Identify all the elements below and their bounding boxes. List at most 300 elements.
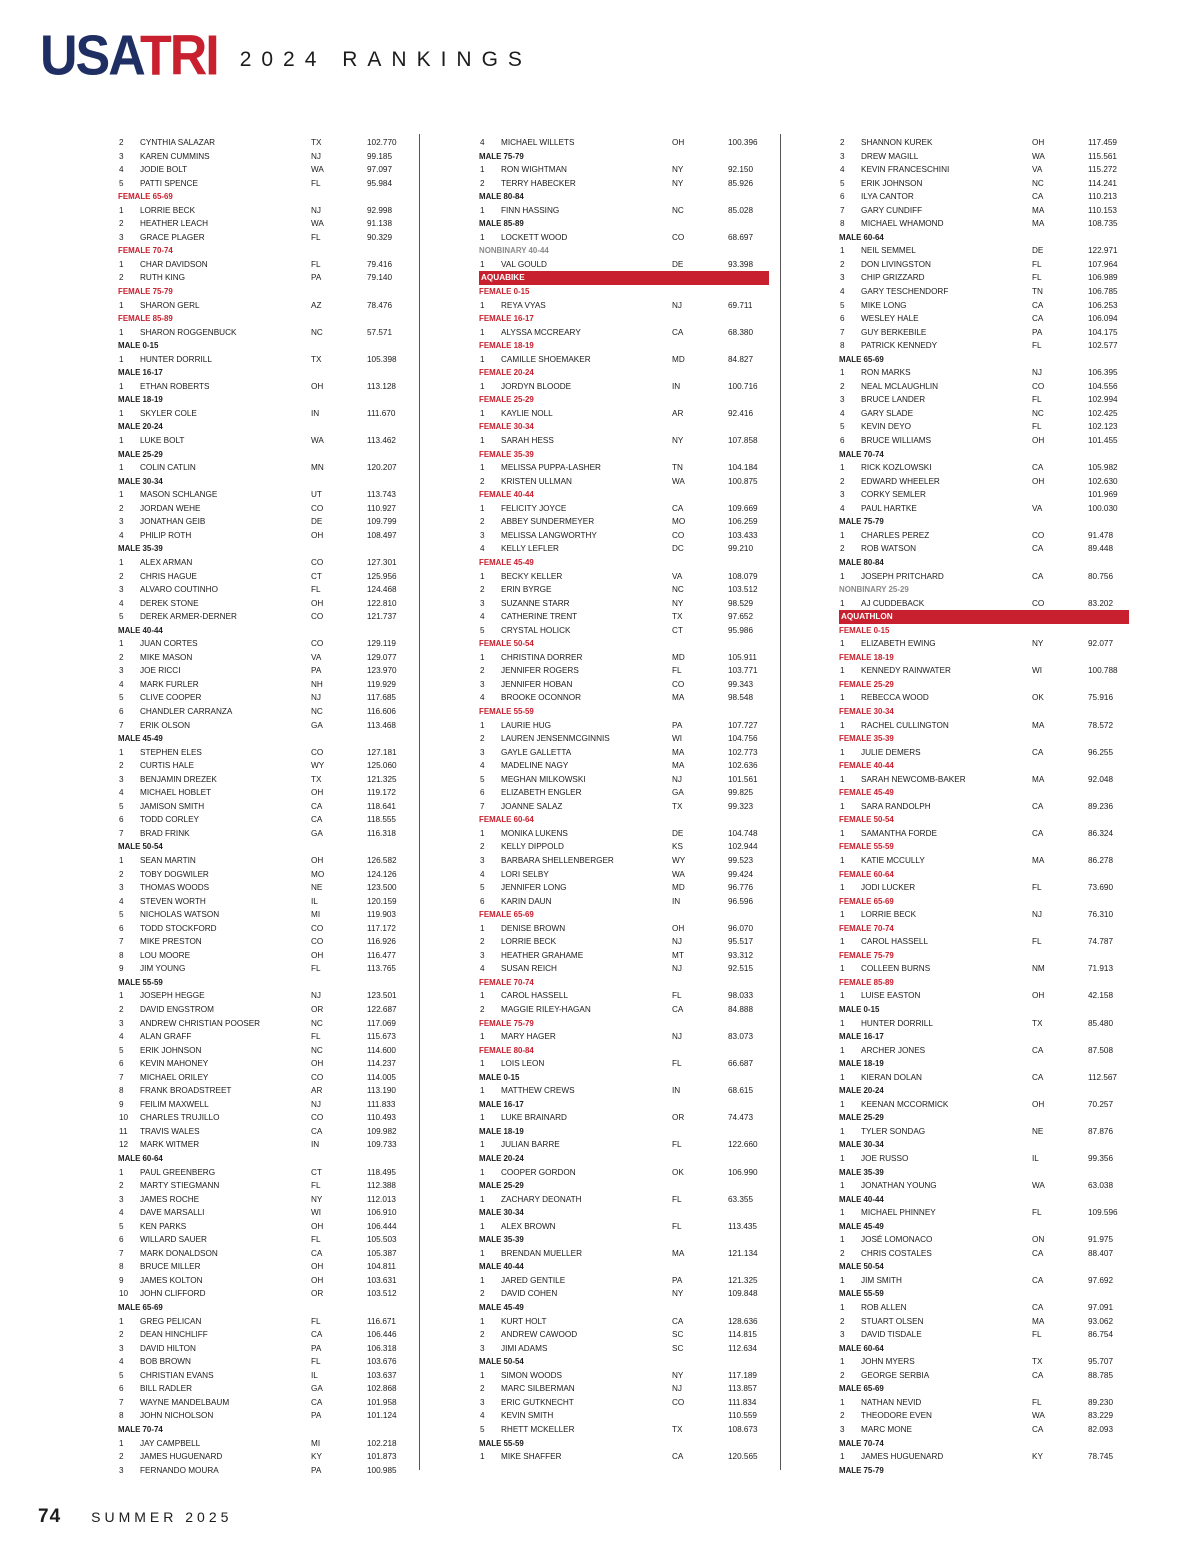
- ranking-row: [479, 827, 769, 841]
- athlete-name: MATTHEW CREWS: [501, 1086, 575, 1096]
- rank: 5: [119, 612, 124, 622]
- rank: 1: [480, 1086, 485, 1096]
- rank: 1: [480, 381, 485, 391]
- rank: 5: [840, 300, 845, 310]
- state: OH: [311, 1059, 324, 1069]
- athlete-name: LAUREN JENSENMCGINNIS: [501, 734, 610, 744]
- state: OR: [311, 1005, 324, 1014]
- score: 103.771: [728, 666, 758, 676]
- state: CO: [1032, 598, 1045, 608]
- ranking-row: [118, 881, 398, 895]
- score: 76.310: [1088, 910, 1114, 920]
- rank: 2: [119, 761, 124, 771]
- rank: 4: [119, 679, 124, 689]
- rank: 1: [119, 436, 124, 446]
- score: 57.571: [367, 327, 393, 337]
- age-group-heading: FEMALE 65-69: [479, 910, 534, 920]
- athlete-name: CHARLES PEREZ: [861, 530, 930, 540]
- rank: 4: [119, 896, 124, 906]
- age-group-heading: MALE 50-54: [479, 1357, 524, 1367]
- score: 97.097: [367, 165, 393, 175]
- score: 106.990: [728, 1167, 758, 1177]
- athlete-name: DEREK ARMER-DERNER: [140, 612, 237, 622]
- athlete-name: GEORGE SERBIA: [861, 1370, 930, 1380]
- state: VA: [311, 652, 322, 662]
- age-group-heading: MALE 65-69: [839, 1384, 884, 1394]
- ranking-row: [839, 773, 1129, 787]
- athlete-name: VAL GOULD: [501, 259, 547, 269]
- score: 106.446: [367, 1330, 397, 1340]
- score: 101.124: [367, 1411, 397, 1421]
- state: KY: [311, 1452, 322, 1462]
- score: 113.128: [367, 381, 396, 391]
- state: NH: [311, 679, 323, 689]
- rank: 1: [480, 1194, 485, 1204]
- state: CA: [311, 815, 323, 825]
- rank: 4: [119, 598, 124, 608]
- rank: 3: [119, 1018, 124, 1028]
- athlete-name: JAMES HUGUENARD: [861, 1452, 944, 1462]
- state: NY: [672, 436, 684, 446]
- ranking-row: [479, 678, 769, 692]
- ranking-row: [479, 1369, 769, 1383]
- rank: 4: [840, 165, 845, 175]
- rank: 8: [840, 219, 845, 229]
- score: 88.407: [1088, 1248, 1114, 1258]
- athlete-name: MIKE PRESTON: [140, 937, 202, 947]
- age-group-heading: MALE 80-84: [839, 557, 884, 567]
- state: IN: [311, 1140, 320, 1150]
- athlete-name: GAYLE GALLETTA: [501, 747, 572, 757]
- athlete-name: TYLER SONDAG: [861, 1126, 926, 1136]
- age-group-heading: MALE 18-19: [479, 1126, 524, 1136]
- page-footer: [38, 1506, 232, 1528]
- rank: 1: [480, 1316, 485, 1326]
- ranking-row: [479, 177, 769, 191]
- score: 89.448: [1088, 544, 1114, 554]
- score: 63.355: [728, 1194, 754, 1204]
- discipline-title: AQUATHLON: [841, 612, 893, 622]
- score: 115.272: [1088, 165, 1117, 175]
- state: PA: [672, 1275, 683, 1285]
- state: IN: [672, 896, 681, 906]
- ranking-row: [118, 271, 398, 285]
- ranking-row: [118, 1166, 398, 1180]
- athlete-name: ALVARO COUTINHO: [140, 585, 218, 595]
- rank: 5: [480, 883, 485, 893]
- ranking-row: [479, 1193, 769, 1207]
- score: 111.834: [728, 1397, 757, 1407]
- age-group-heading: FEMALE 18-19: [839, 652, 894, 662]
- age-group-heading: FEMALE 70-74: [118, 246, 173, 256]
- ranking-row: [479, 1138, 769, 1152]
- rank: 3: [840, 490, 845, 500]
- athlete-name: COLLEEN BURNS: [861, 964, 931, 974]
- athlete-name: JIM YOUNG: [140, 964, 186, 974]
- score: 113.857: [728, 1384, 757, 1394]
- rank: 2: [119, 1005, 124, 1014]
- athlete-name: BRAD FRINK: [140, 828, 190, 838]
- state: CA: [672, 1452, 684, 1462]
- state: CO: [1032, 530, 1045, 540]
- score: 123.501: [367, 991, 397, 1001]
- rank: 5: [119, 178, 124, 188]
- ranking-row: [479, 1084, 769, 1098]
- ranking-row: [479, 136, 769, 150]
- state: OR: [311, 1289, 324, 1299]
- rank: 1: [840, 855, 845, 865]
- athlete-name: CHRISTINA DORRER: [501, 652, 583, 662]
- rank: 3: [840, 395, 845, 405]
- ranking-row: [839, 664, 1129, 678]
- age-group-heading: MALE 20-24: [839, 1086, 884, 1096]
- state: CA: [311, 1397, 323, 1407]
- rank: 1: [840, 1072, 845, 1082]
- state: NE: [1032, 1126, 1044, 1136]
- ranking-row: [118, 353, 398, 367]
- athlete-name: ABBEY SUNDERMEYER: [501, 517, 595, 527]
- rank: 6: [119, 923, 124, 933]
- age-group-heading: MALE 40-44: [118, 625, 163, 635]
- ranking-row: [118, 719, 398, 733]
- score: 128.636: [728, 1316, 758, 1326]
- state: OH: [311, 1221, 324, 1231]
- ranking-row: [118, 515, 398, 529]
- ranking-row: [839, 935, 1129, 949]
- athlete-name: JARED GENTILE: [501, 1275, 566, 1285]
- ranking-row: [118, 258, 398, 272]
- rank: 4: [480, 693, 485, 703]
- score: 118.555: [367, 815, 396, 825]
- rank: 1: [840, 1452, 845, 1462]
- ranking-row: [118, 962, 398, 976]
- ranking-row: [118, 326, 398, 340]
- state: OH: [1032, 991, 1045, 1001]
- ranking-row: [479, 651, 769, 665]
- rank: 3: [119, 151, 124, 161]
- rank: 1: [119, 408, 124, 418]
- rank: 3: [480, 1343, 485, 1353]
- ranking-row: [479, 163, 769, 177]
- athlete-name: JENNIFER ROGERS: [501, 666, 579, 676]
- state: CO: [311, 937, 324, 947]
- athlete-name: JAY CAMPBELL: [140, 1438, 201, 1448]
- athlete-name: MONIKA LUKENS: [501, 828, 568, 838]
- state: SC: [672, 1330, 684, 1340]
- ranking-row: [118, 1437, 398, 1451]
- ranking-row: [118, 407, 398, 421]
- ranking-row: [839, 529, 1129, 543]
- rank: 1: [119, 1316, 124, 1326]
- score: 121.134: [728, 1248, 758, 1258]
- state: PA: [311, 1343, 322, 1353]
- rank: 2: [480, 1330, 485, 1340]
- ranking-row: [118, 1409, 398, 1423]
- state: FL: [672, 1059, 682, 1069]
- athlete-name: JOHN NICHOLSON: [140, 1411, 214, 1421]
- state: TX: [311, 774, 322, 784]
- score: 116.926: [367, 937, 396, 947]
- score: 69.711: [728, 300, 753, 310]
- age-group-heading: FEMALE 40-44: [479, 490, 534, 500]
- athlete-name: MARC SILBERMAN: [501, 1384, 575, 1394]
- state: CO: [311, 557, 324, 567]
- rank: 7: [119, 1072, 124, 1082]
- state: OR: [672, 1113, 685, 1123]
- ranking-row: [839, 1044, 1129, 1058]
- rank: 1: [840, 1181, 845, 1191]
- rank: 7: [119, 1248, 124, 1258]
- athlete-name: SUZANNE STARR: [501, 598, 570, 608]
- age-group-heading: MALE 35-39: [839, 1167, 884, 1177]
- ranking-row: [118, 637, 398, 651]
- ranking-row: [479, 868, 769, 882]
- state: TX: [1032, 1357, 1043, 1367]
- score: 91.975: [1088, 1235, 1114, 1245]
- ranking-row: [479, 326, 769, 340]
- athlete-name: RICK KOZLOWSKI: [861, 463, 932, 473]
- column-divider: [780, 134, 781, 1470]
- score: 109.799: [367, 517, 397, 527]
- score: 108.673: [728, 1424, 758, 1434]
- state: OH: [311, 381, 324, 391]
- score: 79.140: [367, 273, 393, 283]
- ranking-row: [839, 1274, 1129, 1288]
- score: 92.998: [367, 205, 393, 215]
- score: 102.944: [728, 842, 758, 852]
- score: 104.175: [1088, 327, 1118, 337]
- state: SC: [672, 1343, 684, 1353]
- athlete-name: SHANNON KUREK: [861, 138, 933, 147]
- athlete-name: KEVIN DEYO: [861, 422, 912, 432]
- athlete-name: KIERAN DOLAN: [861, 1072, 922, 1082]
- ranking-row: [118, 746, 398, 760]
- age-group-heading: MALE 45-49: [839, 1221, 884, 1231]
- rank: 2: [840, 1316, 845, 1326]
- state: NY: [1032, 639, 1044, 649]
- age-group-heading: MALE 60-64: [839, 232, 884, 242]
- rank: 1: [840, 1099, 845, 1109]
- athlete-name: STUART OLSEN: [861, 1316, 924, 1326]
- score: 105.398: [367, 354, 397, 364]
- athlete-name: REBECCA WOOD: [861, 693, 929, 703]
- age-group-heading: FEMALE 75-79: [479, 1018, 534, 1028]
- athlete-name: DON LIVINGSTON: [861, 259, 931, 269]
- ranking-row: [839, 136, 1129, 150]
- ranking-row: [118, 664, 398, 678]
- rank: 1: [119, 639, 124, 649]
- score: 98.529: [728, 598, 754, 608]
- state: PA: [672, 720, 683, 730]
- score: 86.324: [1088, 828, 1114, 838]
- rank: 4: [480, 544, 485, 554]
- score: 95.517: [728, 937, 754, 947]
- age-group-heading: FEMALE 0-15: [479, 287, 530, 297]
- score: 113.468: [367, 720, 396, 730]
- athlete-name: MICHAEL PHINNEY: [861, 1208, 936, 1218]
- score: 120.565: [728, 1452, 758, 1462]
- score: 106.259: [728, 517, 758, 527]
- rank: 5: [840, 422, 845, 432]
- rank: 6: [119, 1384, 124, 1394]
- score: 96.070: [728, 923, 754, 933]
- rank: 8: [119, 1262, 124, 1272]
- score: 120.159: [367, 896, 397, 906]
- state: CA: [1032, 1275, 1044, 1285]
- state: CA: [1032, 747, 1044, 757]
- ranking-row: [839, 1423, 1129, 1437]
- rank: 5: [119, 1221, 124, 1231]
- state: GA: [311, 1384, 323, 1394]
- athlete-name: EDWARD WHEELER: [861, 476, 940, 486]
- state: WA: [311, 165, 324, 175]
- state: TX: [672, 612, 683, 622]
- score: 63.038: [1088, 1181, 1114, 1191]
- state: FL: [311, 259, 321, 269]
- ranking-row: [479, 1220, 769, 1234]
- ranking-row: [118, 1247, 398, 1261]
- rank: 1: [840, 801, 845, 811]
- rank: 5: [840, 178, 845, 188]
- score: 83.202: [1088, 598, 1114, 608]
- state: CO: [311, 1113, 324, 1123]
- state: FL: [1032, 422, 1042, 432]
- ranking-row: [118, 136, 398, 150]
- athlete-name: MIKE LONG: [861, 300, 907, 310]
- state: VA: [1032, 165, 1043, 175]
- score: 108.497: [367, 530, 397, 540]
- score: 129.077: [367, 652, 397, 662]
- state: FL: [672, 666, 682, 676]
- score: 107.858: [728, 436, 758, 446]
- age-group-heading: FEMALE 50-54: [839, 815, 894, 825]
- state: MD: [672, 652, 685, 662]
- age-group-heading: FEMALE 70-74: [839, 923, 894, 933]
- athlete-name: KAYLIE NOLL: [501, 408, 553, 418]
- score: 92.515: [728, 964, 754, 974]
- rank: 5: [119, 801, 124, 811]
- rank: 3: [480, 1397, 485, 1407]
- ranking-row: [118, 529, 398, 543]
- athlete-name: COOPER GORDON: [501, 1167, 576, 1177]
- ranking-row: [118, 177, 398, 191]
- age-group-heading: FEMALE 25-29: [839, 679, 894, 689]
- rank: 8: [119, 950, 124, 960]
- age-group-heading: FEMALE 60-64: [479, 815, 534, 825]
- state: NC: [311, 1018, 323, 1028]
- age-group-heading: MALE 35-39: [118, 544, 163, 554]
- rank: 3: [119, 1343, 124, 1353]
- athlete-name: JOSEPH HEGGE: [140, 991, 205, 1001]
- score: 74.473: [728, 1113, 754, 1123]
- state: CO: [672, 530, 685, 540]
- rank: 1: [480, 1167, 485, 1177]
- ranking-row: [479, 1111, 769, 1125]
- state: DE: [1032, 246, 1044, 256]
- state: MD: [672, 883, 685, 893]
- state: NJ: [672, 1384, 683, 1394]
- rank: 6: [119, 1059, 124, 1069]
- ranking-row: [479, 949, 769, 963]
- rank: 2: [480, 1005, 485, 1014]
- rank: 1: [840, 639, 845, 649]
- state: CA: [1032, 1303, 1044, 1313]
- rank: 1: [840, 1397, 845, 1407]
- athlete-name: SIMON WOODS: [501, 1370, 562, 1380]
- age-group-heading: MALE 25-29: [479, 1181, 524, 1191]
- ranking-row: [479, 570, 769, 584]
- state: NJ: [311, 205, 322, 215]
- ranking-row: [839, 1396, 1129, 1410]
- athlete-name: ALYSSA MCCREARY: [501, 327, 581, 337]
- athlete-name: JODI LUCKER: [861, 883, 916, 893]
- athlete-name: JAMISON SMITH: [140, 801, 205, 811]
- athlete-name: ROB ALLEN: [861, 1303, 907, 1313]
- rank: 7: [480, 801, 485, 811]
- score: 109.848: [728, 1289, 758, 1299]
- score: 112.634: [728, 1343, 757, 1353]
- athlete-name: SARA RANDOLPH: [861, 801, 931, 811]
- ranking-row: [479, 597, 769, 611]
- rank: 1: [840, 1303, 845, 1313]
- athlete-name: BRUCE MILLER: [140, 1262, 201, 1272]
- athlete-name: JOANNE SALAZ: [501, 801, 563, 811]
- rank: 2: [480, 585, 485, 595]
- score: 95.707: [1088, 1357, 1114, 1367]
- score: 124.126: [367, 869, 397, 879]
- state: WA: [672, 869, 685, 879]
- rank: 1: [119, 747, 124, 757]
- ranking-row: [839, 285, 1129, 299]
- ranking-row: [839, 1247, 1129, 1261]
- ranking-row: [118, 651, 398, 665]
- athlete-name: KEVIN MAHONEY: [140, 1059, 209, 1069]
- state: NY: [672, 598, 684, 608]
- rank: 1: [480, 259, 485, 269]
- state: OH: [1032, 476, 1045, 486]
- athlete-name: TRAVIS WALES: [140, 1126, 200, 1136]
- ranking-row: [839, 1301, 1129, 1315]
- ranking-row: [479, 1057, 769, 1071]
- rank: 2: [119, 1181, 124, 1191]
- athlete-name: ILYA CANTOR: [861, 192, 914, 202]
- ranking-row: [118, 935, 398, 949]
- state: NJ: [672, 774, 683, 784]
- age-group-heading: FEMALE 25-29: [479, 395, 534, 405]
- state: CO: [672, 1397, 685, 1407]
- score: 113.435: [728, 1221, 757, 1231]
- rank: 6: [840, 436, 845, 446]
- score: 127.181: [367, 747, 397, 757]
- state: CO: [311, 639, 324, 649]
- rank: 1: [480, 327, 485, 337]
- athlete-name: MICHAEL WHAMOND: [861, 219, 944, 229]
- score: 102.630: [1088, 476, 1118, 486]
- ranking-row: [118, 502, 398, 516]
- rank: 3: [119, 774, 124, 784]
- column-divider: [419, 134, 420, 1470]
- score: 100.030: [1088, 503, 1118, 513]
- state: IN: [311, 408, 320, 418]
- state: NY: [672, 165, 684, 175]
- athlete-name: KEENAN MCCORMICK: [861, 1099, 949, 1109]
- athlete-name: STEPHEN ELES: [140, 747, 202, 757]
- state: DE: [672, 828, 684, 838]
- athlete-name: KRISTEN ULLMAN: [501, 476, 572, 486]
- state: NY: [311, 1194, 323, 1204]
- age-group-heading: FEMALE 55-59: [479, 706, 534, 716]
- ranking-row: [118, 895, 398, 909]
